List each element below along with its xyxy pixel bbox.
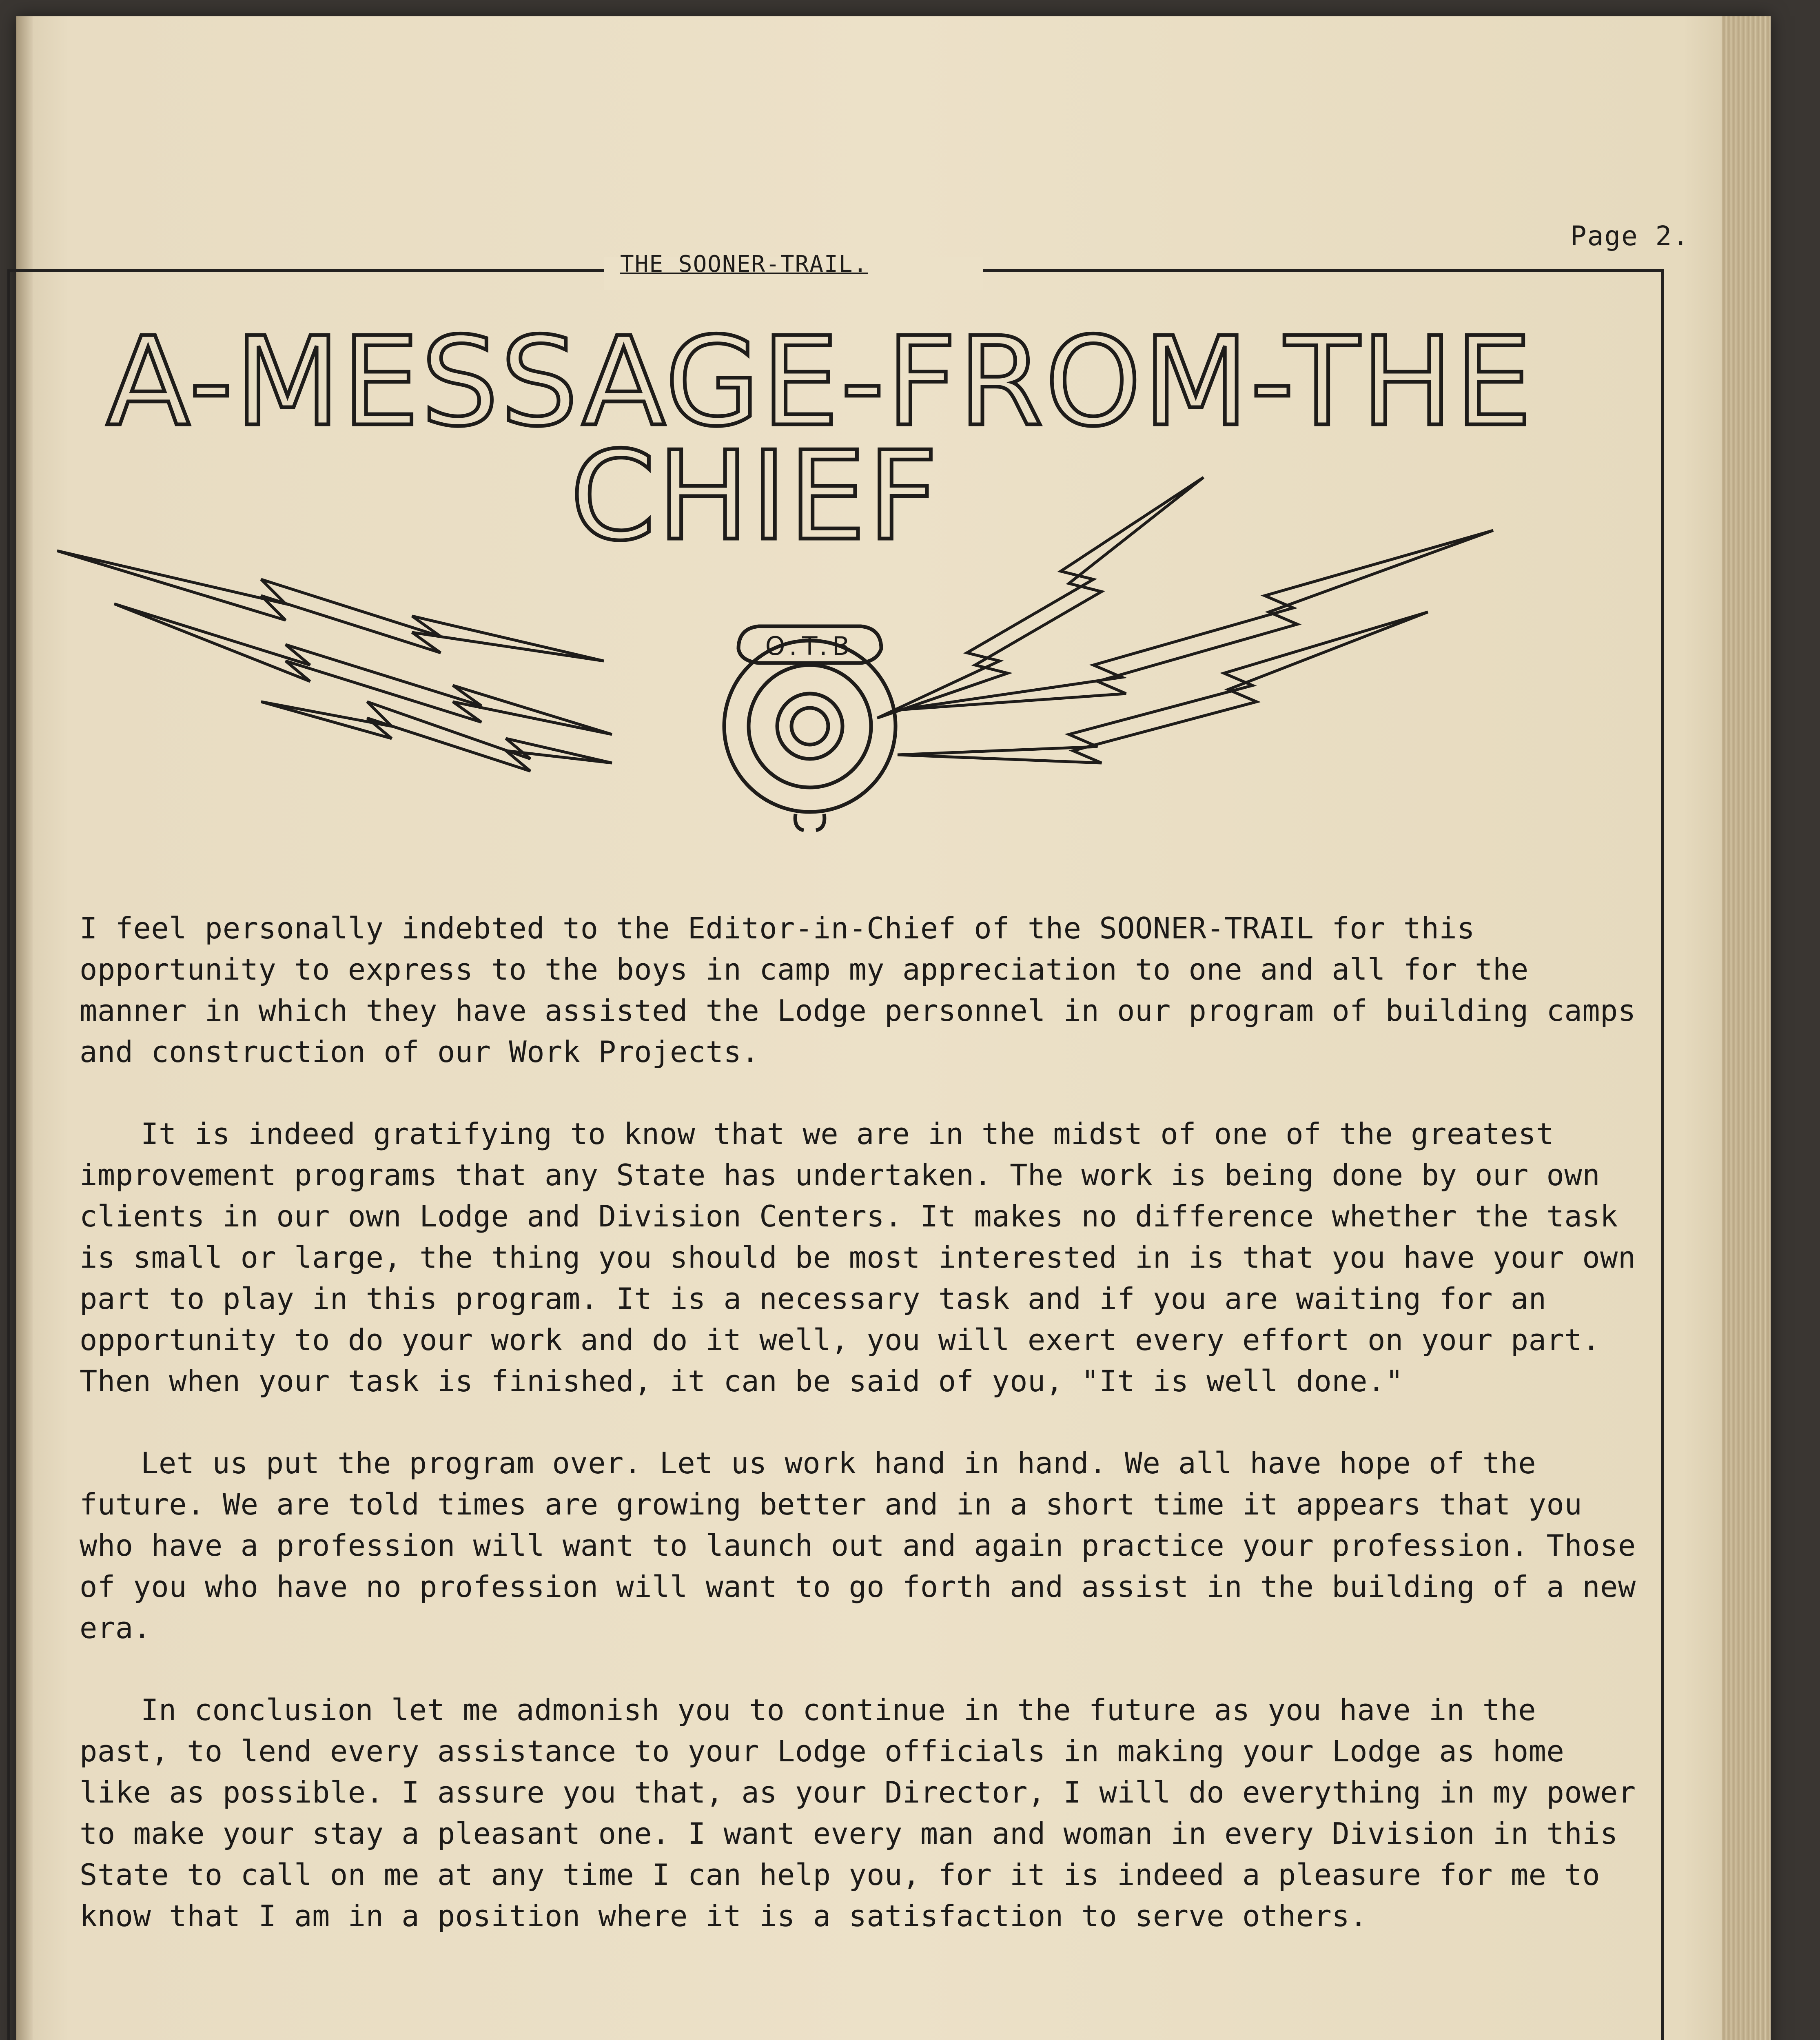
lightning-bolts-right xyxy=(877,477,1493,763)
headline-line-1: A-MESSAGE-FROM-THE xyxy=(106,311,1534,453)
page-stack-edge xyxy=(1722,16,1771,2040)
headline-block xyxy=(0,286,1693,938)
lightning-bolts-left xyxy=(57,551,612,771)
lightning-bolt-left-3 xyxy=(261,702,612,771)
headline-line-2: CHIEF xyxy=(570,425,940,568)
letter-body xyxy=(80,908,1638,1978)
lightning-bolt-left-1 xyxy=(57,551,604,661)
letter-paragraph-3: Let us put the program over. Let us work hand in hand. We all have hope of the future. We are told times are growing better and in a short time it appears that you who have a profession will want to launch out and again practice your profession. Those of you who have no profession will want to go forth and assist in the building of a new era. xyxy=(80,1446,1636,1645)
badge-text: O.T.B xyxy=(765,631,855,661)
lightning-bolt-left-2 xyxy=(114,604,612,734)
lightning-bolt-right-3 xyxy=(898,612,1428,763)
letter-paragraph-1: I feel personally indebted to the Editor-in-Chief of the SOONER-TRAIL for this opportunity to express to the boys in camp my appreciation to one and all for the manner in which they have assisted the Lodge personnel in our program of building camps and construction of our Work Projects. xyxy=(80,911,1636,1069)
page-number: Page 2. xyxy=(1570,220,1689,252)
letter-paragraph-2: It is indeed gratifying to know that we are in the midst of one of the greatest improvement programs that any State has undertaken. The work is being done by our own clients in our own Lodge and Division Centers. It makes no difference whether the task is small or large, the thing you should be most interested in is that you have your own part to play in this program. It is a necessary task and if you are waiting for an opportunity to do your work and do it well, you will exert every effort on your part. Then when your task is finished, it can be said of you, "It is well done." xyxy=(80,1117,1636,1398)
running-title: THE SOONER-TRAIL. xyxy=(620,251,868,277)
letter-paragraph-4: In conclusion let me admonish you to continue in the future as you have in the past, to lend every assistance to your Lodge officials in making your Lodge as home like as possible. I assure you that, as your Director, I will do everything in my power to make your stay a pleasant one. I want every man and woman in every Division in this State to call on me at any time I can help you, for it is indeed a pleasure for me to know that I am in a position where it is a satisfaction to serve others. xyxy=(80,1693,1636,1933)
